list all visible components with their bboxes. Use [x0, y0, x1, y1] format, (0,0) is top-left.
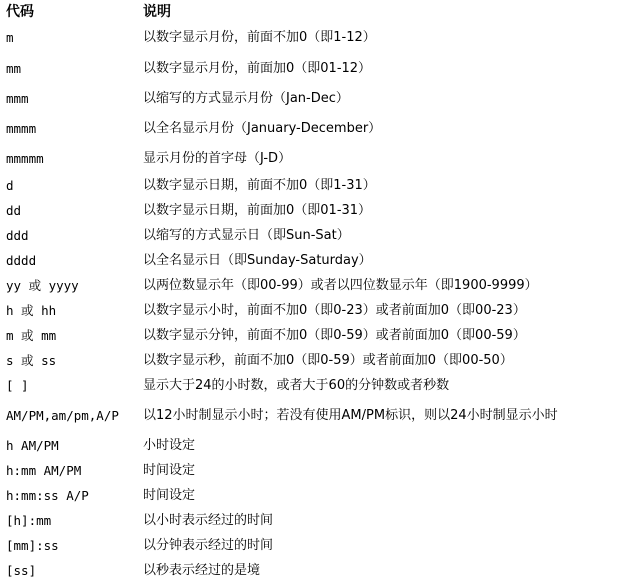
format-description: 以缩写的方式显示月份（Jan-Dec）	[143, 91, 349, 106]
format-code: h:mm AM/PM	[6, 463, 82, 478]
format-description: 以数字显示月份，前面加0（即01-12）	[143, 61, 372, 76]
format-code: yy 或 yyyy	[6, 278, 79, 293]
table-row	[0, 174, 625, 198]
format-code: AM/PM,am/pm,A/P	[6, 408, 119, 423]
table-row	[0, 57, 625, 81]
table-row	[0, 249, 625, 273]
format-description: 时间设定	[143, 463, 196, 478]
format-code: h:mm:ss A/P	[6, 488, 89, 503]
format-description: 以数字显示日期，前面不加0（即1-31）	[143, 178, 376, 193]
header-description: 说明	[143, 4, 171, 20]
format-description: 以秒表示经过的是境	[143, 563, 261, 578]
format-code: [mm]:ss	[6, 538, 59, 553]
format-code: mmmmm	[6, 151, 44, 166]
format-code: m	[6, 30, 14, 45]
format-description: 以两位数显示年（即00-99）或者以四位数显示年（即1900-9999）	[143, 278, 538, 293]
format-code: dd	[6, 203, 22, 218]
format-description: 显示大于24的小时数，或者大于60的分钟数或者秒数	[143, 378, 450, 393]
table-row	[0, 324, 625, 348]
table-row	[0, 349, 625, 373]
header-code: 代码	[6, 4, 34, 20]
format-description: 以全名显示月份（January-December）	[143, 121, 382, 136]
table-row	[0, 459, 625, 483]
table-row	[0, 117, 625, 141]
format-code: ddd	[6, 228, 29, 243]
table-row	[0, 559, 625, 583]
format-description: 以分钟表示经过的时间	[143, 538, 274, 553]
format-description: 以缩写的方式显示日（即Sun-Sat）	[143, 228, 350, 243]
table-row	[0, 274, 625, 298]
format-code: [h]:mm	[6, 513, 52, 528]
format-description: 小时设定	[143, 438, 196, 453]
table-row	[0, 299, 625, 323]
format-description: 以数字显示小时，前面不加0（即0-23）或者前面加0（即00-23）	[143, 303, 526, 318]
table-row	[0, 434, 625, 458]
format-code: m 或 mm	[6, 328, 57, 343]
format-description: 以数字显示月份，前面不加0（即1-12）	[143, 30, 376, 45]
table-row	[0, 509, 625, 533]
table-row	[0, 374, 625, 398]
format-description: 以数字显示秒，前面不加0（即0-59）或者前面加0（即00-50）	[143, 353, 513, 368]
format-description: 以数字显示分钟，前面不加0（即0-59）或者前面加0（即00-59）	[143, 328, 526, 343]
table-row	[0, 224, 625, 248]
table-row	[0, 199, 625, 223]
format-code: dddd	[6, 253, 37, 268]
format-code: mmmm	[6, 121, 37, 136]
format-description: 以全名显示日（即Sunday-Saturday）	[143, 253, 372, 268]
format-code: [ss]	[6, 563, 37, 578]
format-code: mm	[6, 61, 22, 76]
table-row	[0, 147, 625, 171]
table-header-row	[0, 1, 625, 23]
table-row	[0, 26, 625, 50]
format-description: 显示月份的首字母（J-D）	[143, 151, 292, 166]
format-code: [ ]	[6, 378, 29, 393]
table-row	[0, 87, 625, 111]
format-description: 以小时表示经过的时间	[143, 513, 274, 528]
format-description: 时间设定	[143, 488, 196, 503]
format-code: s 或 ss	[6, 353, 57, 368]
format-code: mmm	[6, 91, 29, 106]
table-row	[0, 404, 625, 428]
format-code: h AM/PM	[6, 438, 59, 453]
format-description: 以12小时制显示小时；若没有使用AM/PM标识，则以24小时制显示小时	[143, 408, 558, 423]
table-row	[0, 534, 625, 558]
table-row	[0, 484, 625, 508]
format-code: d	[6, 178, 14, 193]
format-description: 以数字显示日期，前面加0（即01-31）	[143, 203, 372, 218]
format-code: h 或 hh	[6, 303, 57, 318]
